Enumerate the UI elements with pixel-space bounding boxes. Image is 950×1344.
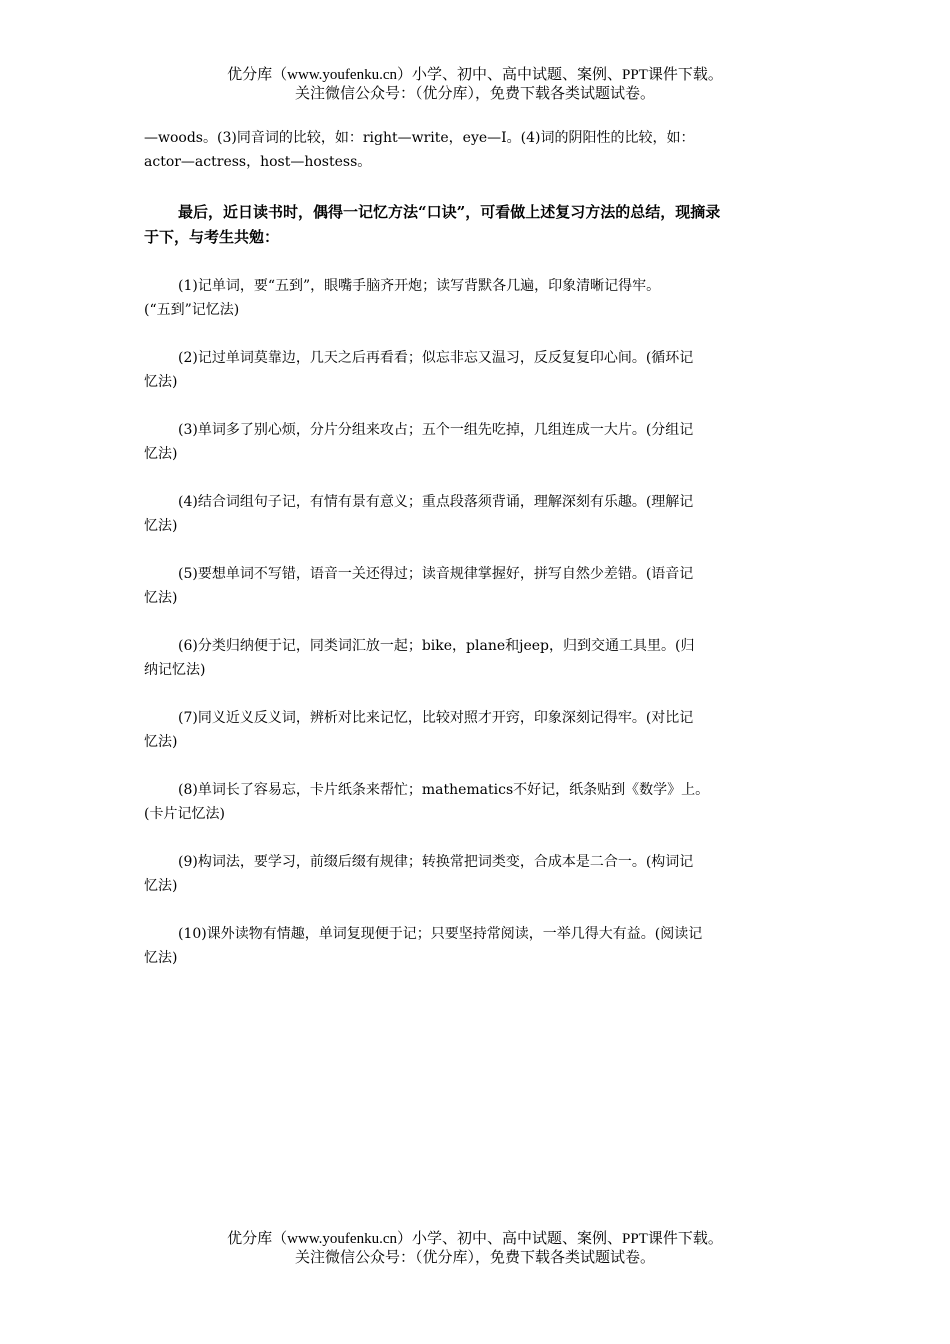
intro-paragraph	[144, 126, 808, 174]
header-line-2: 关注微信公众号：（优分库），免费下载各类试题试卷。	[294, 86, 655, 102]
footer-line-2: 关注微信公众号：（优分库），免费下载各类试题试卷。	[294, 1250, 655, 1266]
intro-line-2: actor—actress，host—hostess。	[144, 154, 372, 170]
list-item	[144, 922, 808, 970]
item-line-2: 忆法)	[144, 446, 178, 462]
list-item	[144, 562, 808, 610]
item-line-1: (5)要想单词不写错，语音一关还得过；读音规律掌握好，拼写自然少差错。(语音记	[178, 566, 694, 582]
list-item	[144, 778, 808, 826]
list-item	[144, 850, 808, 898]
summary-line-1: 最后，近日读书时，偶得一记忆方法“口诀”，可看做上述复习方法的总结，现摘录	[178, 203, 721, 221]
footer-line-1: 优分库（www.youfenku.cn）小学、初中、高中试题、案例、PPT课件下载。	[227, 1231, 723, 1247]
header-line-1: 优分库（www.youfenku.cn）小学、初中、高中试题、案例、PPT课件下载。	[227, 67, 723, 83]
summary-paragraph	[144, 200, 808, 250]
list-item	[144, 490, 808, 538]
item-line-2: 忆法)	[144, 590, 178, 606]
item-line-1: (9)构词法，要学习，前缀后缀有规律；转换常把词类变，合成本是二合一。(构词记	[178, 854, 694, 870]
item-line-2: (卡片记忆法)	[144, 806, 225, 822]
item-line-2: 忆法)	[144, 950, 178, 966]
item-line-1: (8)单词长了容易忘，卡片纸条来帮忙；mathematics不好记，纸条贴到《数学》上。	[178, 782, 710, 798]
item-line-2: 纳记忆法)	[144, 662, 206, 678]
page-header	[0, 66, 950, 104]
summary-line-2: 于下，与考生共勉：	[144, 228, 280, 246]
item-line-1: (4)结合词组句子记，有情有景有意义；重点段落须背诵，理解深刻有乐趣。(理解记	[178, 494, 694, 510]
item-line-2: 忆法)	[144, 518, 178, 534]
list-item	[144, 346, 808, 394]
document-body	[144, 126, 808, 970]
item-line-1: (2)记过单词莫靠边，几天之后再看看；似忘非忘又温习，反反复复印心间。(循环记	[178, 350, 694, 366]
item-line-2: (“五到”记忆法)	[144, 302, 240, 318]
item-line-2: 忆法)	[144, 374, 178, 390]
item-line-1: (1)记单词，要“五到”，眼嘴手脑齐开炮；读写背默各几遍，印象清晰记得牢。	[178, 278, 661, 294]
item-line-2: 忆法)	[144, 734, 178, 750]
item-line-1: (10)课外读物有情趣，单词复现便于记；只要坚持常阅读，一举几得大有益。(阅读记	[178, 926, 703, 942]
list-item	[144, 634, 808, 682]
list-item	[144, 274, 808, 322]
page-footer	[0, 1230, 950, 1268]
list-item	[144, 706, 808, 754]
item-line-2: 忆法)	[144, 878, 178, 894]
item-line-1: (7)同义近义反义词，辨析对比来记忆，比较对照才开窍，印象深刻记得牢。(对比记	[178, 710, 694, 726]
item-line-1: (6)分类归纳便于记，同类词汇放一起；bike，plane和jeep，归到交通工具里。(归	[178, 638, 695, 654]
item-line-1: (3)单词多了别心烦，分片分组来攻占；五个一组先吃掉，几组连成一大片。(分组记	[178, 422, 694, 438]
intro-line-1: —woods。(3)同音词的比较，如：right—write，eye—I。(4)词的阴阳性的比较，如：	[144, 130, 695, 146]
list-item	[144, 418, 808, 466]
